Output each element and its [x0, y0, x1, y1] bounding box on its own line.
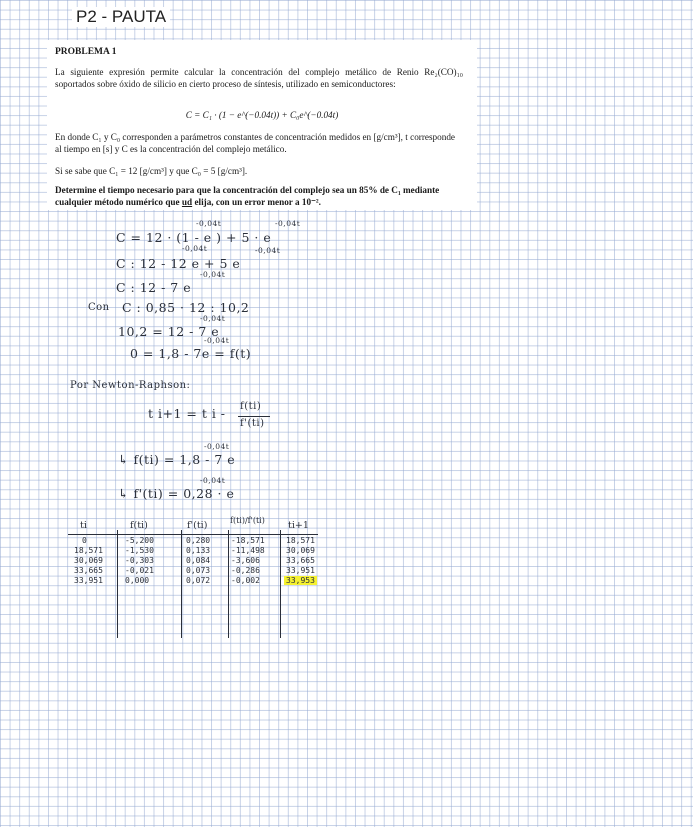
- problem-intro: La siguiente expresión permite calcular la concentración del complejo metálico de Renio Re₂(CO)₁₀ soportados sobre óxido de silicio en cierto proceso de síntesis, utilizado en semiconductores:: [55, 67, 463, 89]
- hw-fprime-definition: ↳ f'(ti) = 0,28 · e: [118, 486, 235, 501]
- page-title: P2 - PAUTA: [72, 7, 170, 27]
- header-f: f(ti): [130, 520, 148, 531]
- iteration-table: [68, 516, 318, 638]
- header-ti: ti: [80, 520, 87, 531]
- header-ratio: f(ti)/f'(ti): [230, 516, 265, 525]
- hw-fprime-definition-exp: -0,04t: [200, 476, 226, 485]
- table-cell: 0,133: [186, 546, 211, 555]
- hw-con-label: Con: [88, 302, 110, 313]
- fraction-bar: [238, 416, 270, 417]
- table-cell: -18,571: [231, 536, 265, 545]
- problem-task: [55, 184, 463, 208]
- problem-definitions: En donde C₁ y C₀ corresponden a parámetros constantes de concentración medidos en [g/cm³], t corresponde al tiempo en [s] y C es la concentración del complejo metálico.: [55, 132, 456, 154]
- table-cell: 33,665: [286, 556, 315, 565]
- hw-line2: C : 12 - 12 e + 5 e: [116, 256, 241, 271]
- hw-line4: C : 0,85 · 12 : 10,2: [122, 300, 250, 315]
- problem-statement: [47, 40, 477, 210]
- table-cell: -5,200: [125, 536, 154, 545]
- final-result-highlight: 33,953: [286, 576, 315, 585]
- hw-line2-exp-a: -0,04t: [182, 244, 208, 253]
- problem-equation: C = C₁ · (1 − e^(−0.04t)) + C₀e^(−0.04t): [185, 110, 339, 120]
- table-cell: 0: [82, 536, 87, 545]
- hw-newton-denominator: f'(ti): [240, 418, 265, 429]
- hw-line5: 10,2 = 12 - 7 e: [118, 324, 220, 339]
- table-cell: -0,021: [125, 566, 154, 575]
- table-cell: -0,286: [231, 566, 260, 575]
- task-text-2: elija, con un error menor a 10⁻².: [192, 197, 321, 207]
- table-cell: 33,665: [74, 566, 103, 575]
- table-cell: -3,606: [231, 556, 260, 565]
- problem-given: Si se sabe que C₁ = 12 [g/cm³] y que C₀ = 5 [g/cm³].: [55, 166, 248, 176]
- hw-f-definition-exp: -0,04t: [204, 442, 230, 451]
- table-cell: 0,073: [186, 566, 211, 575]
- table-cell: -1,530: [125, 546, 154, 555]
- hw-line1: C = 12 · (1 - e ) + 5 · e: [116, 230, 272, 245]
- table-cell: 30,069: [74, 556, 103, 565]
- hw-newton-numerator: f(ti): [240, 401, 262, 412]
- hw-newton-lhs: t i+1 = t i -: [148, 406, 226, 421]
- table-cell: 0,084: [186, 556, 211, 565]
- hw-line3: C : 12 - 7 e: [116, 280, 192, 295]
- table-cell: 18,571: [286, 536, 315, 545]
- table-divider: [181, 530, 182, 638]
- task-underlined: ud: [181, 197, 193, 207]
- table-cell: 0,280: [186, 536, 211, 545]
- table-header-line: [68, 534, 318, 535]
- hw-f-definition: ↳ f(ti) = 1,8 - 7 e: [118, 452, 236, 467]
- hw-line1-exp-a: -0,04t: [196, 219, 222, 228]
- table-cell: 0,072: [186, 576, 211, 585]
- table-cell: -0,002: [231, 576, 260, 585]
- table-divider: [228, 530, 229, 638]
- table-cell: 33,951: [286, 566, 315, 575]
- hw-line2-exp-b: -0,04t: [255, 246, 281, 255]
- table-cell: -11,498: [231, 546, 265, 555]
- hw-line5-exp: -0,04t: [200, 314, 226, 323]
- table-cell: -0,303: [125, 556, 154, 565]
- table-cell: 30,069: [286, 546, 315, 555]
- task-text-1: Determine el tiempo necesario para que la concentración del complejo sea un 85% de C₁ mediante cualquier método numérico que: [55, 185, 440, 207]
- header-fprime: f'(ti): [187, 520, 208, 531]
- table-cell: 33,951: [74, 576, 103, 585]
- table-divider: [280, 530, 281, 638]
- table-divider: [117, 530, 118, 638]
- hw-line6-exp: -0,04t: [204, 336, 230, 345]
- hw-line6: 0 = 1,8 - 7e = f(t): [130, 346, 252, 361]
- hw-line1-exp-b: -0,04t: [275, 219, 301, 228]
- table-cell: 18,571: [74, 546, 103, 555]
- table-cell: 0,000: [125, 576, 150, 585]
- hw-line3-exp: -0,04t: [200, 270, 226, 279]
- problem-heading: PROBLEMA 1: [55, 47, 117, 57]
- header-ti1: ti+1: [288, 520, 309, 531]
- hw-method: Por Newton-Raphson:: [70, 380, 191, 391]
